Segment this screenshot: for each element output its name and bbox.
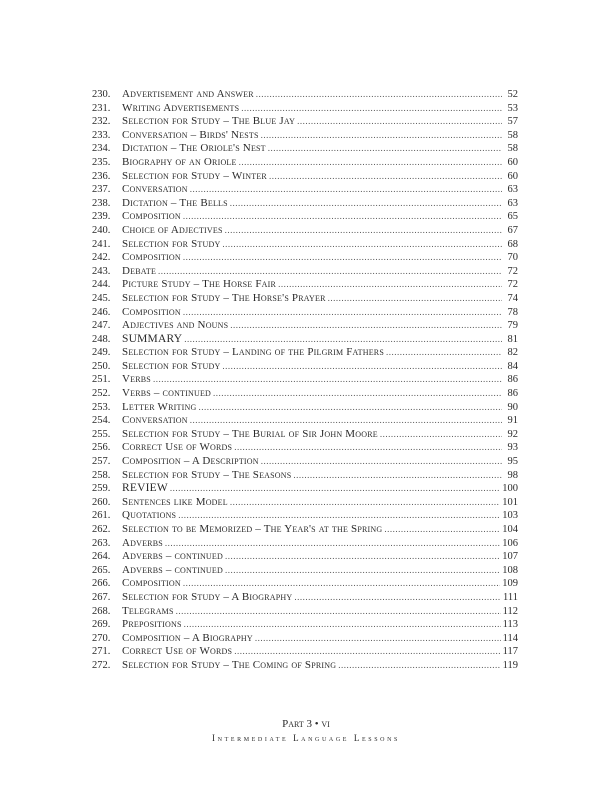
entry-title: Letter Writing <box>122 400 197 413</box>
dot-leader <box>269 170 502 184</box>
dot-leader <box>268 142 502 156</box>
dot-leader <box>297 115 502 129</box>
entry-page: 57 <box>507 116 518 128</box>
entry-title: Choice of Adjectives <box>122 223 223 236</box>
toc-entry[interactable] <box>92 129 518 143</box>
entry-page: 68 <box>507 238 518 250</box>
toc-entry[interactable] <box>92 591 518 605</box>
entry-number: 231. <box>92 102 111 114</box>
entry-page: 60 <box>507 170 518 182</box>
entry-page: 60 <box>507 156 518 168</box>
entry-number: 234. <box>92 143 111 155</box>
toc-entry[interactable] <box>92 632 518 646</box>
entry-title: Selection for Study <box>122 237 221 250</box>
entry-title: Selection for Study – The Seasons <box>122 468 292 481</box>
entry-page: 103 <box>502 510 518 522</box>
footer-book-title: Intermediate Language Lessons <box>212 733 400 743</box>
dot-leader <box>386 346 502 360</box>
dot-leader <box>158 265 502 279</box>
page-footer <box>0 718 612 743</box>
entry-title: Adverbs <box>122 536 163 549</box>
entry-number: 267. <box>92 591 111 603</box>
entry-title: Dictation – The Oriole's Nest <box>122 142 266 155</box>
entry-number: 232. <box>92 116 111 128</box>
entry-number: 256. <box>92 442 111 454</box>
toc-entry[interactable] <box>92 469 518 483</box>
toc-entry[interactable] <box>92 659 518 673</box>
entry-page: 112 <box>502 605 518 617</box>
entry-number: 257. <box>92 456 111 468</box>
entry-number: 264. <box>92 551 111 563</box>
entry-title: SUMMARY <box>122 332 183 345</box>
entry-number: 272. <box>92 659 111 671</box>
entry-number: 249. <box>92 347 111 359</box>
entry-number: 268. <box>92 605 111 617</box>
entry-title: Quotations <box>122 509 177 522</box>
dot-leader <box>225 550 500 564</box>
entry-number: 263. <box>92 537 111 549</box>
toc-entry[interactable] <box>92 482 518 496</box>
dot-leader <box>225 224 502 238</box>
entry-page: 100 <box>502 483 518 495</box>
entry-number: 251. <box>92 374 111 386</box>
toc-entry[interactable] <box>92 645 518 659</box>
toc-entry[interactable] <box>92 577 518 591</box>
entry-title: Adverbs – continued <box>122 563 223 576</box>
entry-title: Selection for Study – The Coming of Spring <box>122 658 337 671</box>
toc-entry[interactable] <box>92 373 518 387</box>
entry-page: 63 <box>507 184 518 196</box>
dot-leader <box>380 428 502 442</box>
entry-title: Verbs – continued <box>122 387 212 400</box>
entry-page: 119 <box>502 659 518 671</box>
toc-entry[interactable] <box>92 265 518 279</box>
entry-page: 79 <box>507 320 518 332</box>
toc-entry[interactable] <box>92 278 518 292</box>
toc-entry[interactable] <box>92 224 518 238</box>
entry-page: 101 <box>502 496 518 508</box>
dot-leader <box>222 360 502 374</box>
dot-leader <box>198 401 502 415</box>
toc-entry[interactable] <box>92 102 518 116</box>
entry-title: Biography of an Oriole <box>122 155 237 168</box>
entry-title: Selection for Study <box>122 359 221 372</box>
entry-number: 238. <box>92 197 111 209</box>
entry-page: 117 <box>502 646 518 658</box>
entry-page: 70 <box>507 252 518 264</box>
entry-title: Picture Study – The Horse Fair <box>122 278 277 291</box>
entry-page: 72 <box>507 279 518 291</box>
entry-page: 81 <box>507 333 518 345</box>
entry-number: 239. <box>92 211 111 223</box>
toc-entry[interactable] <box>92 210 518 224</box>
dot-leader <box>328 292 502 306</box>
entry-number: 262. <box>92 524 111 535</box>
entry-title: Correct Use of Words <box>122 441 233 454</box>
entry-page: 107 <box>502 551 518 563</box>
entry-number: 230. <box>92 89 111 100</box>
entry-title: Composition <box>122 251 181 264</box>
entry-page: 67 <box>507 224 518 236</box>
entry-title: Adverbs – continued <box>122 550 223 563</box>
entry-page: 65 <box>507 211 518 223</box>
entry-page: 52 <box>507 89 518 100</box>
footer-page-label: Part 3 • vi <box>282 718 330 730</box>
dot-leader <box>183 577 500 591</box>
entry-page: 108 <box>502 564 518 576</box>
entry-page: 82 <box>507 347 518 359</box>
entry-title: Conversation <box>122 414 188 427</box>
entry-page: 106 <box>502 537 518 549</box>
entry-number: 243. <box>92 265 111 277</box>
toc-entry[interactable] <box>92 197 518 211</box>
entry-page: 111 <box>503 591 518 603</box>
entry-title: Composition – A Biography <box>122 631 253 644</box>
entry-page: 84 <box>507 360 518 372</box>
entry-number: 271. <box>92 646 111 658</box>
entry-number: 247. <box>92 320 111 332</box>
entry-number: 258. <box>92 469 111 481</box>
entry-number: 237. <box>92 184 111 196</box>
toc-entry[interactable] <box>92 387 518 401</box>
dot-leader <box>234 441 502 455</box>
entry-number: 254. <box>92 415 111 427</box>
entry-page: 86 <box>507 388 518 400</box>
entry-page: 91 <box>507 415 518 427</box>
dot-leader <box>384 523 500 537</box>
entry-title: Selection for Study – Winter <box>122 169 267 182</box>
entry-page: 86 <box>507 374 518 386</box>
toc-entry[interactable] <box>92 238 518 252</box>
toc-entry[interactable] <box>92 142 518 156</box>
entry-number: 265. <box>92 564 111 576</box>
entry-number: 270. <box>92 632 111 644</box>
toc-entry[interactable] <box>92 251 518 265</box>
toc-entry[interactable] <box>92 605 518 619</box>
entry-title: Telegrams <box>122 604 174 617</box>
entry-title: Selection for Study – The Burial of Sir John Moore <box>122 427 378 440</box>
dot-leader <box>261 455 502 469</box>
entry-title: Selection to be Memorized – The Year's at the Spring <box>122 523 383 535</box>
dot-leader <box>190 183 502 197</box>
entry-number: 242. <box>92 252 111 264</box>
dot-leader <box>222 238 502 252</box>
toc-entry[interactable] <box>92 564 518 578</box>
entry-title: Debate <box>122 264 157 277</box>
entry-number: 246. <box>92 306 111 318</box>
entry-page: 72 <box>507 265 518 277</box>
entry-page: 95 <box>507 456 518 468</box>
entry-title: Composition <box>122 210 181 223</box>
toc-entry[interactable] <box>92 156 518 170</box>
entry-title: Conversation <box>122 183 188 196</box>
entry-page: 93 <box>507 442 518 454</box>
entry-title: Advertisement and Answer <box>122 88 254 100</box>
toc-entry[interactable] <box>92 455 518 469</box>
entry-page: 90 <box>507 401 518 413</box>
entry-number: 236. <box>92 170 111 182</box>
dot-leader <box>239 156 502 170</box>
dot-leader <box>230 319 502 333</box>
toc-entry[interactable] <box>92 88 518 102</box>
entry-page: 58 <box>507 143 518 155</box>
dot-leader <box>294 591 501 605</box>
entry-number: 261. <box>92 510 111 522</box>
entry-number: 253. <box>92 401 111 413</box>
toc-entry[interactable] <box>92 523 518 537</box>
dot-leader <box>213 387 502 401</box>
table-of-contents <box>92 88 518 673</box>
toc-entry[interactable] <box>92 550 518 564</box>
entry-title: Verbs <box>122 373 151 386</box>
entry-page: 92 <box>507 428 518 440</box>
toc-entry[interactable] <box>92 496 518 510</box>
entry-number: 260. <box>92 496 111 508</box>
toc-entry[interactable] <box>92 401 518 415</box>
dot-leader <box>183 210 502 224</box>
dot-leader <box>241 102 502 116</box>
dot-leader <box>153 373 502 387</box>
entry-title: Adjectives and Nouns <box>122 319 229 332</box>
entry-page: 104 <box>502 524 518 535</box>
entry-number: 266. <box>92 578 111 590</box>
dot-leader <box>183 306 502 320</box>
entry-title: Dictation – The Bells <box>122 196 228 209</box>
dot-leader <box>256 88 502 102</box>
dot-leader <box>230 496 500 510</box>
dot-leader <box>278 278 502 292</box>
entry-page: 58 <box>507 129 518 141</box>
entry-number: 248. <box>92 333 111 345</box>
entry-number: 240. <box>92 224 111 236</box>
toc-entry[interactable] <box>92 306 518 320</box>
toc-entry[interactable] <box>92 319 518 333</box>
entry-title: Sentences like Model <box>122 495 228 508</box>
entry-number: 259. <box>92 483 111 495</box>
dot-leader <box>261 129 502 143</box>
dot-leader <box>293 469 502 483</box>
dot-leader <box>178 509 500 523</box>
toc-entry[interactable] <box>92 618 518 632</box>
entry-title: Selection for Study – Landing of the Pilgrim Fathers <box>122 346 384 359</box>
entry-page: 98 <box>507 469 518 481</box>
dot-leader <box>225 564 500 578</box>
toc-entry[interactable] <box>92 346 518 360</box>
entry-page: 53 <box>507 102 518 114</box>
entry-title: Writing Advertisements <box>122 101 240 114</box>
entry-title: Selection for Study – The Horse's Prayer <box>122 291 326 304</box>
dot-leader <box>170 482 500 496</box>
toc-entry[interactable] <box>92 170 518 184</box>
toc-entry[interactable] <box>92 115 518 129</box>
dot-leader <box>230 197 502 211</box>
entry-number: 244. <box>92 279 111 291</box>
dot-leader <box>255 632 501 646</box>
entry-title: Selection for Study – The Blue Jay <box>122 115 296 128</box>
entry-number: 235. <box>92 156 111 168</box>
toc-entry[interactable] <box>92 441 518 455</box>
entry-number: 241. <box>92 238 111 250</box>
dot-leader <box>184 618 501 632</box>
dot-leader <box>184 333 502 347</box>
dot-leader <box>338 659 500 673</box>
dot-leader <box>190 414 502 428</box>
entry-page: 113 <box>502 619 518 631</box>
entry-number: 245. <box>92 292 111 304</box>
toc-entry[interactable] <box>92 428 518 442</box>
toc-entry[interactable] <box>92 183 518 197</box>
entry-title: Composition <box>122 305 181 318</box>
entry-title: Composition – A Description <box>122 455 259 468</box>
toc-entry[interactable] <box>92 360 518 374</box>
entry-page: 63 <box>507 197 518 209</box>
entry-page: 114 <box>502 632 518 644</box>
entry-page: 74 <box>507 292 518 304</box>
entry-number: 250. <box>92 360 111 372</box>
toc-entry[interactable] <box>92 414 518 428</box>
entry-page: 109 <box>502 578 518 590</box>
toc-entry[interactable] <box>92 509 518 523</box>
entry-number: 252. <box>92 388 111 400</box>
entry-title: Correct Use of Words <box>122 645 233 658</box>
toc-entry[interactable] <box>92 292 518 306</box>
entry-number: 255. <box>92 428 111 440</box>
entry-title: Selection for Study – A Biography <box>122 590 293 603</box>
entry-title: Prepositions <box>122 618 182 631</box>
toc-entry[interactable] <box>92 333 518 347</box>
entry-title: Conversation – Birds' Nests <box>122 128 259 141</box>
entry-title: REVIEW <box>122 482 168 495</box>
dot-leader <box>165 537 500 551</box>
entry-number: 233. <box>92 129 111 141</box>
entry-title: Composition <box>122 577 181 590</box>
dot-leader <box>183 251 502 265</box>
dot-leader <box>176 605 501 619</box>
entry-page: 78 <box>507 306 518 318</box>
dot-leader <box>234 645 500 659</box>
entry-number: 269. <box>92 619 111 631</box>
toc-entry[interactable] <box>92 537 518 551</box>
